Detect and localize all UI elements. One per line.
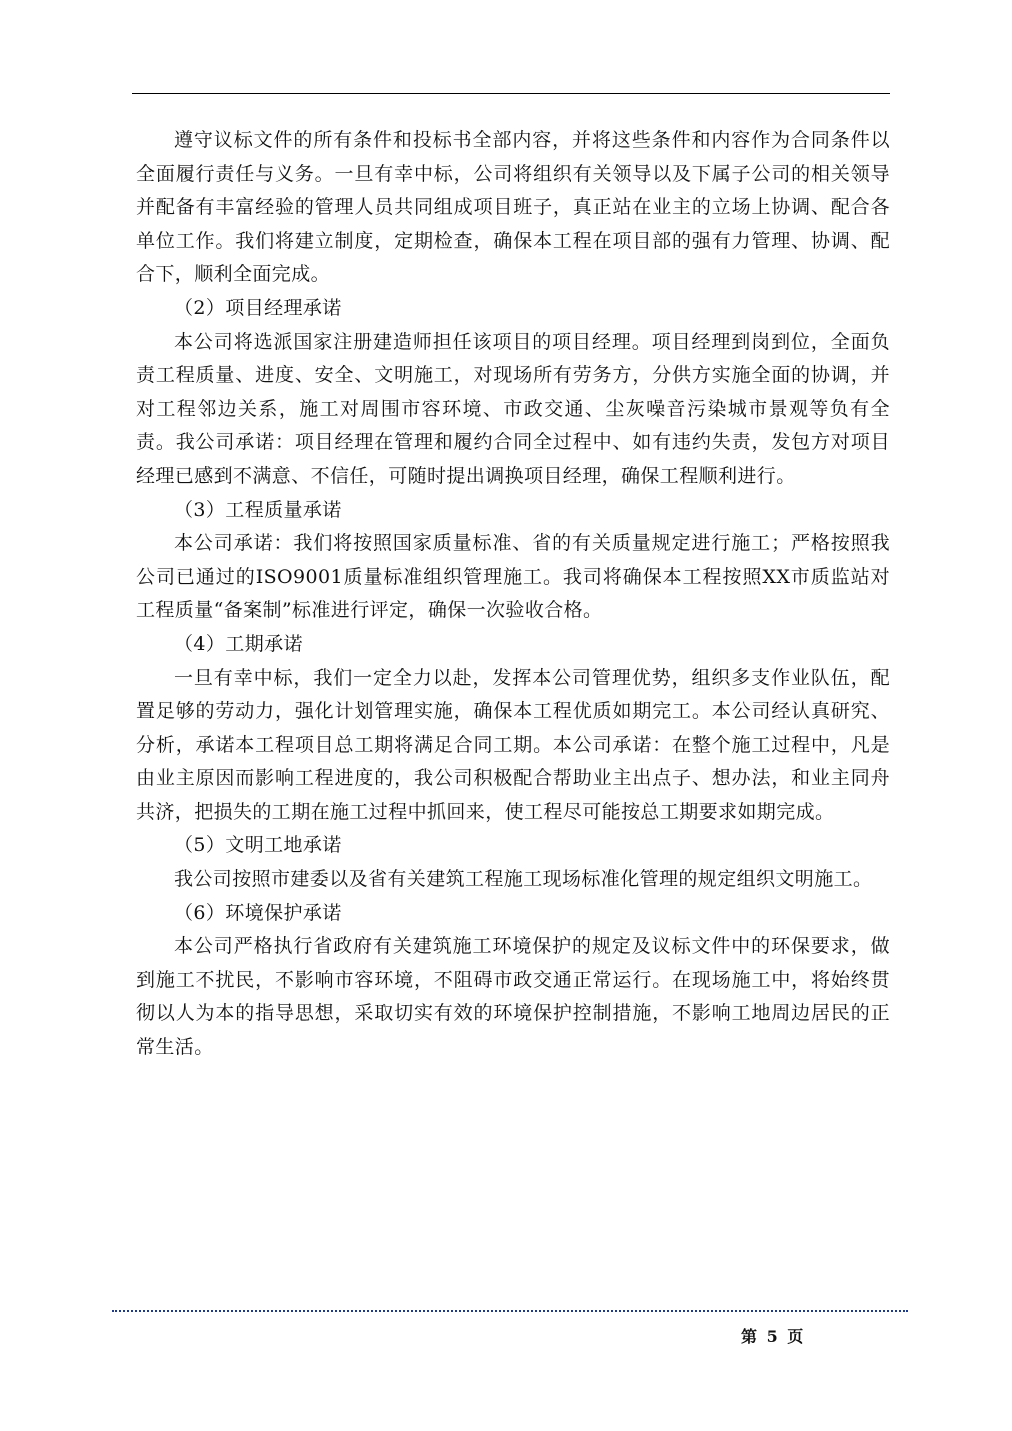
- paragraph-quality: 本公司承诺：我们将按照国家质量标准、省的有关质量规定进行施工；严格按照我公司已通过的ISO9001质量标准组织管理施工。我司将确保本工程按照XX市质监站对工程质量“备案制”标准进行评定，确保一次验收合格。: [136, 532, 890, 622]
- paragraph-schedule: 一旦有幸中标，我们一定全力以赴，发挥本公司管理优势，组织多支作业队伍，配置足够的劳动力，强化计划管理实施，确保本工程优质如期完工。本公司经认真研究、分析，承诺本工程项目总工期将满足合同工期。本公司承诺：在整个施工过程中，凡是由业主原因而影响工程进度的，我公司积极配合帮助业主出点子、想办法，和业主同舟共济，把损失的工期在施工过程中抓回来，使工程尽可能按总工期要求如期完成。: [136, 666, 890, 823]
- paragraph-environment: 本公司严格执行省政府有关建筑施工环境保护的规定及议标文件中的环保要求，做到施工不扰民，不影响市容环境，不阻碍市政交通正常运行。在现场施工中，将始终贯彻以人为本的指导思想，采取切实有效的环境保护控制措施，不影响工地周边居民的正常生活。: [136, 935, 890, 1059]
- header-rule: [132, 93, 890, 94]
- page-number: 第 5 页: [741, 1327, 805, 1346]
- document-body: [136, 124, 890, 1065]
- paragraph-civilized-site: 我公司按照市建委以及省有关建筑工程施工现场标准化管理的规定组织文明施工。: [174, 868, 873, 891]
- heading-civilized-site-commitment: （5）文明工地承诺: [174, 834, 342, 857]
- heading-environment-commitment: （6）环境保护承诺: [174, 901, 342, 924]
- paragraph-project-manager: 本公司将选派国家注册建造师担任该项目的项目经理。项目经理到岗到位，全面负责工程质量、进度、安全、文明施工，对现场所有劳务方，分供方实施全面的协调，并对工程邻边关系，施工对周围市容环境、市政交通、尘灰噪音污染城市景观等负有全责。我公司承诺：项目经理在管理和履约合同全过程中、如有违约失责，发包方对项目经理已感到不满意、不信任，可随时提出调换项目经理，确保工程顺利进行。: [136, 330, 890, 487]
- paragraph-contract-terms: 遵守议标文件的所有条件和投标书全部内容，并将这些条件和内容作为合同条件以全面履行责任与义务。一旦有幸中标，公司将组织有关领导以及下属子公司的相关领导并配备有丰富经验的管理人员共同组成项目班子，真正站在业主的立场上协调、配合各单位工作。我们将建立制度，定期检查，确保本工程在项目部的强有力管理、协调、配合下，顺利全面完成。: [136, 129, 890, 286]
- heading-project-manager-commitment: （2）项目经理承诺: [174, 296, 342, 319]
- footer-dotted-rule: [112, 1310, 908, 1312]
- heading-quality-commitment: （3）工程质量承诺: [174, 498, 342, 521]
- heading-schedule-commitment: （4）工期承诺: [174, 632, 303, 655]
